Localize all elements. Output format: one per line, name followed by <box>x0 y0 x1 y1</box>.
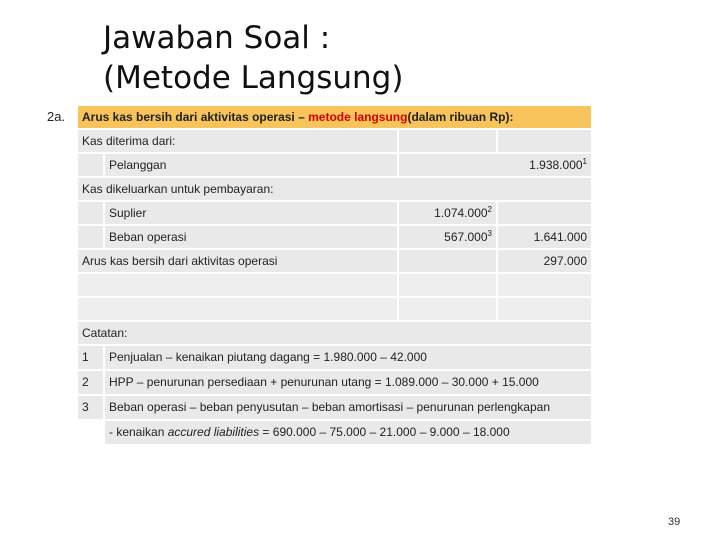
empty-cell <box>498 202 591 224</box>
note-text: Penjualan – kenaikan piutang dagang = 1.980.000 – 42.000 <box>105 346 591 369</box>
note-number: 1 <box>78 346 103 369</box>
beban-value: 567.000$^3$ <box>399 226 496 248</box>
empty-cell <box>78 421 103 444</box>
page-title <box>103 18 403 98</box>
table-row <box>78 322 591 346</box>
kas-dikeluarkan-label: Kas dikeluarkan untuk pembayaran: <box>78 178 591 200</box>
table-header <box>78 106 591 128</box>
indent-cell <box>78 202 103 224</box>
empty-cell <box>399 130 496 152</box>
note-text: Beban operasi – beban penyusutan – beban amortisasi – penurunan perlengkapan <box>105 396 591 419</box>
empty-cell <box>399 274 496 296</box>
kas-diterima-label: Kas diterima dari: <box>78 130 397 152</box>
table-row <box>78 154 591 178</box>
header-suffix: (dalam ribuan Rp): <box>407 110 514 124</box>
note-row <box>78 346 591 371</box>
empty-cell <box>399 250 496 272</box>
page-number: 39 <box>668 516 681 528</box>
table-row <box>78 178 591 202</box>
notes-heading: Catatan: <box>78 322 591 344</box>
table-row <box>78 250 591 274</box>
empty-cell <box>399 298 496 320</box>
suplier-label: Suplier <box>105 202 397 224</box>
table-header-row <box>78 106 591 130</box>
note-row <box>78 396 591 421</box>
pelanggan-label: Pelanggan <box>105 154 397 176</box>
beban-total: 1.641.000 <box>498 226 591 248</box>
table-row <box>78 202 591 226</box>
arus-value: 297.000 <box>498 250 591 272</box>
title-line-2: (Metode Langsung) <box>103 60 404 96</box>
note-extra: - kenaikan accured liabilities = 690.000 – 75.000 – 21.000 – 9.000 – 18.000 <box>105 421 591 444</box>
arus-label: Arus kas bersih dari aktivitas operasi <box>78 250 397 272</box>
note-number: 3 <box>78 396 103 419</box>
note-text: HPP – penurunan persediaan + penurunan utang = 1.089.000 – 30.000 + 15.000 <box>105 371 591 394</box>
table-row <box>78 274 591 298</box>
empty-cell <box>498 274 591 296</box>
question-label: 2a. <box>47 109 66 124</box>
table-row <box>78 298 591 322</box>
beban-label: Beban operasi <box>105 226 397 248</box>
note-row <box>78 371 591 396</box>
table-row <box>78 130 591 154</box>
empty-cell <box>498 130 591 152</box>
cash-flow-table <box>78 106 591 446</box>
header-prefix: Arus kas bersih dari aktivitas operasi – <box>82 110 309 124</box>
empty-cell <box>78 298 397 320</box>
table-row <box>78 226 591 250</box>
note-number: 2 <box>78 371 103 394</box>
note-row <box>78 421 591 446</box>
title-line-1: Jawaban Soal : <box>103 20 331 56</box>
empty-cell <box>498 298 591 320</box>
indent-cell <box>78 154 103 176</box>
header-highlight: metode langsung <box>308 110 408 124</box>
pelanggan-value: 1.938.000$^1$ <box>399 154 591 176</box>
indent-cell <box>78 226 103 248</box>
suplier-value: 1.074.000$^2$ <box>399 202 496 224</box>
empty-cell <box>78 274 397 296</box>
